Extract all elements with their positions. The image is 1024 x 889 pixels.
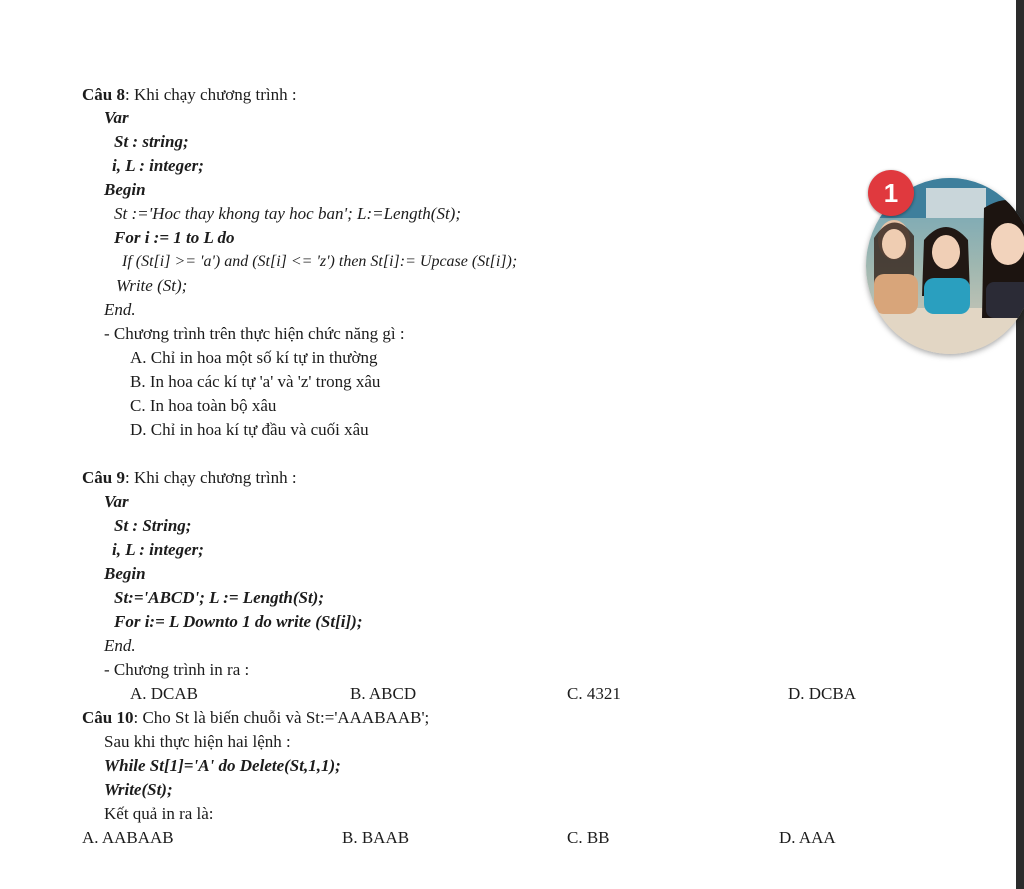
q8-code-line: Begin — [104, 180, 146, 199]
q9-label: Câu 9 — [82, 468, 125, 487]
q9-code-line: End. — [104, 636, 136, 655]
q10-option-a: A. AABAAB — [82, 828, 174, 847]
q10-code-line: While St[1]='A' do Delete(St,1,1); — [104, 756, 341, 775]
q8-option-c: C. In hoa toàn bộ xâu — [130, 396, 277, 415]
q10-line2: Sau khi thực hiện hai lệnh : — [104, 732, 291, 751]
q9-header — [82, 467, 297, 489]
q8-code-line: If (St[i] >= 'a') and (St[i] <= 'z') then St[i]:= Upcase (St[i]); — [122, 253, 518, 270]
q8-code-line: Var — [104, 108, 129, 127]
q10-label: Câu 10 — [82, 708, 134, 727]
screen-edge — [1016, 0, 1024, 889]
q8-code-line: St : string; — [114, 132, 189, 151]
q10-option-d: D. AAA — [779, 828, 836, 847]
q8-header — [82, 84, 297, 106]
q8-option-d: D. Chỉ in hoa kí tự đầu và cuối xâu — [130, 420, 369, 439]
notification-badge: 1 — [868, 170, 914, 216]
q9-option-a: A. DCAB — [130, 684, 199, 703]
q10-result-label: Kết quả in ra là: — [104, 804, 214, 823]
q8-label: Câu 8 — [82, 85, 125, 104]
q9-option-b: B. ABCD — [350, 684, 417, 703]
q10-option-c: C. BB — [567, 828, 610, 847]
q9-code-line: For i:= L Downto 1 do write (St[i]); — [114, 612, 363, 631]
q8-question: - Chương trình trên thực hiện chức năng gì : — [104, 324, 405, 343]
q8-intro: : Khi chạy chương trình : — [124, 85, 297, 104]
q10-code-line: Write(St); — [104, 780, 173, 799]
q9-code-line: St : String; — [114, 516, 192, 535]
q8-code-line: St :='Hoc thay khong tay hoc ban'; L:=Length(St); — [114, 204, 462, 223]
q10-intro: : Cho St là biến chuỗi và St:='AAABAAB'; — [133, 708, 430, 727]
q8-code-line: i, L : integer; — [112, 156, 204, 175]
q8-code-line: End. — [104, 300, 136, 319]
q9-code-line: Begin — [104, 564, 146, 583]
q9-option-d: D. DCBA — [788, 684, 857, 703]
q9-option-c: C. 4321 — [567, 684, 621, 703]
q9-intro: : Khi chạy chương trình : — [124, 468, 297, 487]
q10-option-b: B. BAAB — [342, 828, 410, 847]
q8-code-line: Write (St); — [116, 276, 188, 295]
q9-code-line: St:='ABCD'; L := Length(St); — [114, 588, 325, 607]
q8-option-b: B. In hoa các kí tự 'a' và 'z' trong xâu — [130, 372, 381, 391]
q9-question: - Chương trình in ra : — [104, 660, 250, 679]
q8-code-line: For i := 1 to L do — [114, 228, 235, 247]
q9-code-line: i, L : integer; — [112, 540, 204, 559]
q8-option-a: A. Chỉ in hoa một số kí tự in thường — [130, 348, 378, 367]
q9-code-line: Var — [104, 492, 129, 511]
q10-header — [82, 707, 429, 729]
